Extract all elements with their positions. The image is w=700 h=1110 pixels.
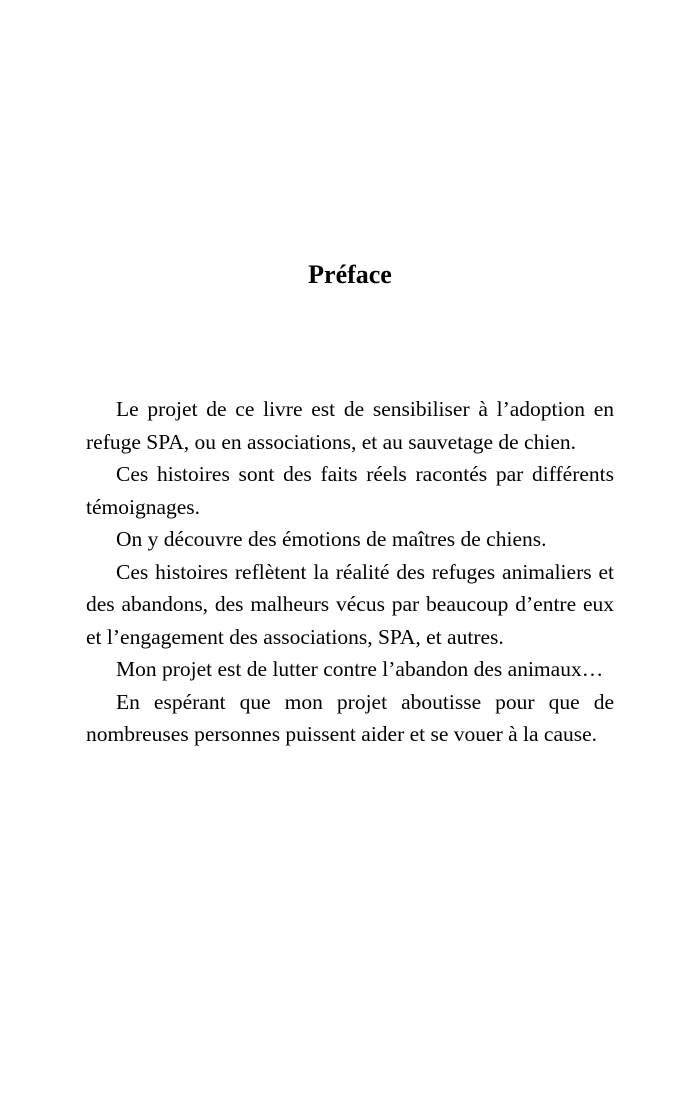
paragraph: Le projet de ce livre est de sensibiliser à l’adoption en refuge SPA, ou en associations, et au sauvetage de chien. (86, 397, 614, 454)
paragraph: Mon projet est de lutter contre l’abandon des animaux… (116, 657, 604, 681)
paragraph: On y découvre des émotions de maîtres de chiens. (116, 527, 547, 551)
paragraph: En espérant que mon projet aboutisse pour que de nombreuses personnes puissent aider et se vouer à la cause. (86, 689, 614, 746)
paragraph: Ces histoires sont des faits réels racontés par différents témoignages. (86, 462, 614, 519)
page-title: Préface (308, 260, 392, 289)
paragraph: Ces histoires reflètent la réalité des refuges animaliers et des abandons, des malheurs vécus par beaucoup d’entre eux et l’engagement des associations, SPA, et autres. (86, 559, 614, 649)
preface-body (86, 393, 614, 751)
